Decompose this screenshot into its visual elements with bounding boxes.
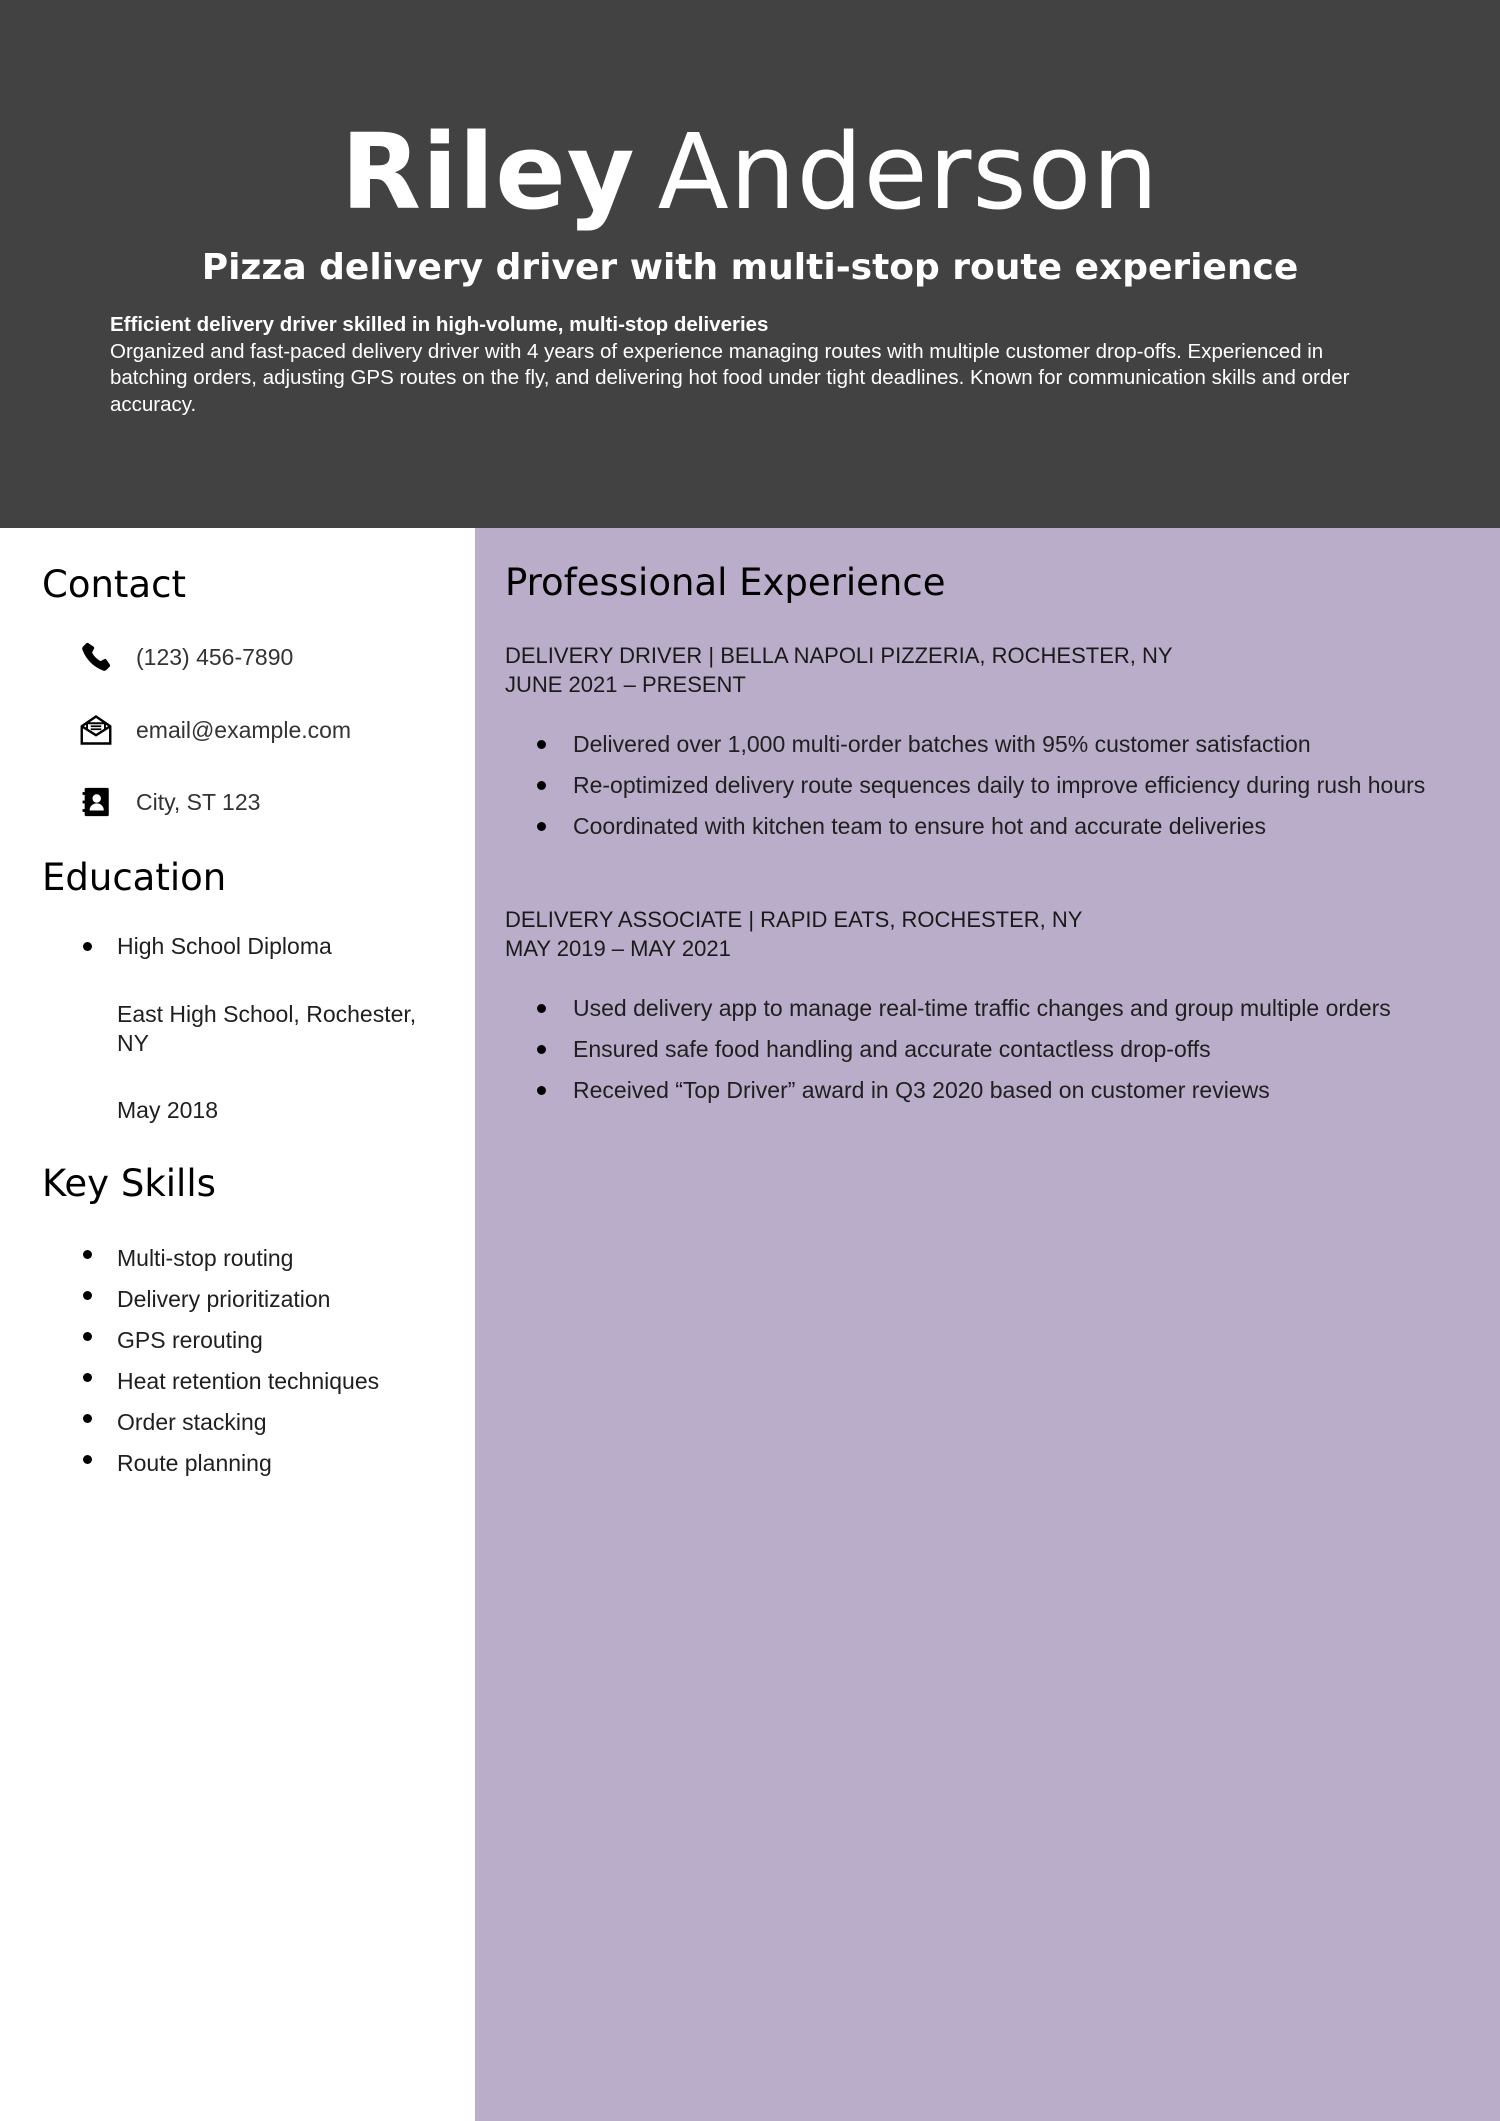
summary-text: Organized and fast-paced delivery driver with 4 years of experience managing routes with multiple customer drop-offs. Experienced in batching orders, adjusting GPS routes on the fly, and delivering hot food under tight deadlines. Known for communication skills and order accuracy.: [110, 339, 1350, 416]
education-list: [78, 930, 438, 963]
last-name: Anderson: [657, 111, 1160, 233]
list-item: Order stacking: [78, 1402, 458, 1443]
first-name: Riley: [340, 111, 636, 233]
address-book-icon: [78, 784, 114, 820]
job-1-bullets: [505, 730, 1465, 853]
list-item: Coordinated with kitchen team to ensure hot and accurate deliveries: [505, 812, 1465, 840]
email-text: email@example.com: [136, 716, 352, 743]
phone-text: (123) 456-7890: [136, 643, 294, 670]
job-2-bullets: [505, 994, 1465, 1117]
list-item: Received “Top Driver” award in Q3 2020 based on customer reviews: [505, 1076, 1465, 1104]
job-title: DELIVERY DRIVER | BELLA NAPOLI PIZZERIA, ROCHESTER, NY: [505, 643, 1173, 668]
job-dates: MAY 2019 – MAY 2021: [505, 936, 731, 961]
list-item: GPS rerouting: [78, 1320, 458, 1361]
resume-header: [0, 0, 1500, 528]
envelope-icon: [78, 712, 114, 748]
list-item: Re-optimized delivery route sequences daily to improve efficiency during rush hours: [505, 771, 1465, 799]
phone-icon: [78, 639, 114, 675]
summary: [110, 312, 1400, 418]
contact-email: [78, 708, 351, 752]
address-text: City, ST 123: [136, 788, 261, 815]
contact-phone: [78, 635, 293, 679]
contact-title: Contact: [42, 563, 186, 606]
job-1-heading: [505, 641, 1465, 699]
list-item: Delivery prioritization: [78, 1279, 458, 1320]
list-item: Ensured safe food handling and accurate contactless drop-offs: [505, 1035, 1465, 1063]
experience-title: Professional Experience: [505, 561, 946, 604]
skills-list: [78, 1238, 458, 1484]
list-item: Multi-stop routing: [78, 1238, 458, 1279]
list-item: Used delivery app to manage real-time traffic changes and group multiple orders: [505, 994, 1465, 1022]
list-item: Heat retention techniques: [78, 1361, 458, 1402]
job-dates: JUNE 2021 – PRESENT: [505, 672, 746, 697]
candidate-name: [0, 108, 1500, 236]
job-2-heading: [505, 905, 1465, 963]
list-item: Delivered over 1,000 multi-order batches with 95% customer satisfaction: [505, 730, 1465, 758]
education-title: Education: [42, 856, 227, 899]
summary-title: Efficient delivery driver skilled in high-volume, multi-stop deliveries: [110, 313, 769, 336]
job-title: DELIVERY ASSOCIATE | RAPID EATS, ROCHESTER, NY: [505, 907, 1083, 932]
skills-title: Key Skills: [42, 1162, 216, 1205]
list-item: High School Diploma: [78, 930, 438, 963]
list-item: Route planning: [78, 1443, 458, 1484]
education-date: May 2018: [117, 1097, 219, 1123]
education-school: East High School, Rochester, NY: [117, 1001, 417, 1056]
headline: Pizza delivery driver with multi-stop route experience: [201, 247, 1299, 288]
contact-address: [78, 780, 260, 824]
